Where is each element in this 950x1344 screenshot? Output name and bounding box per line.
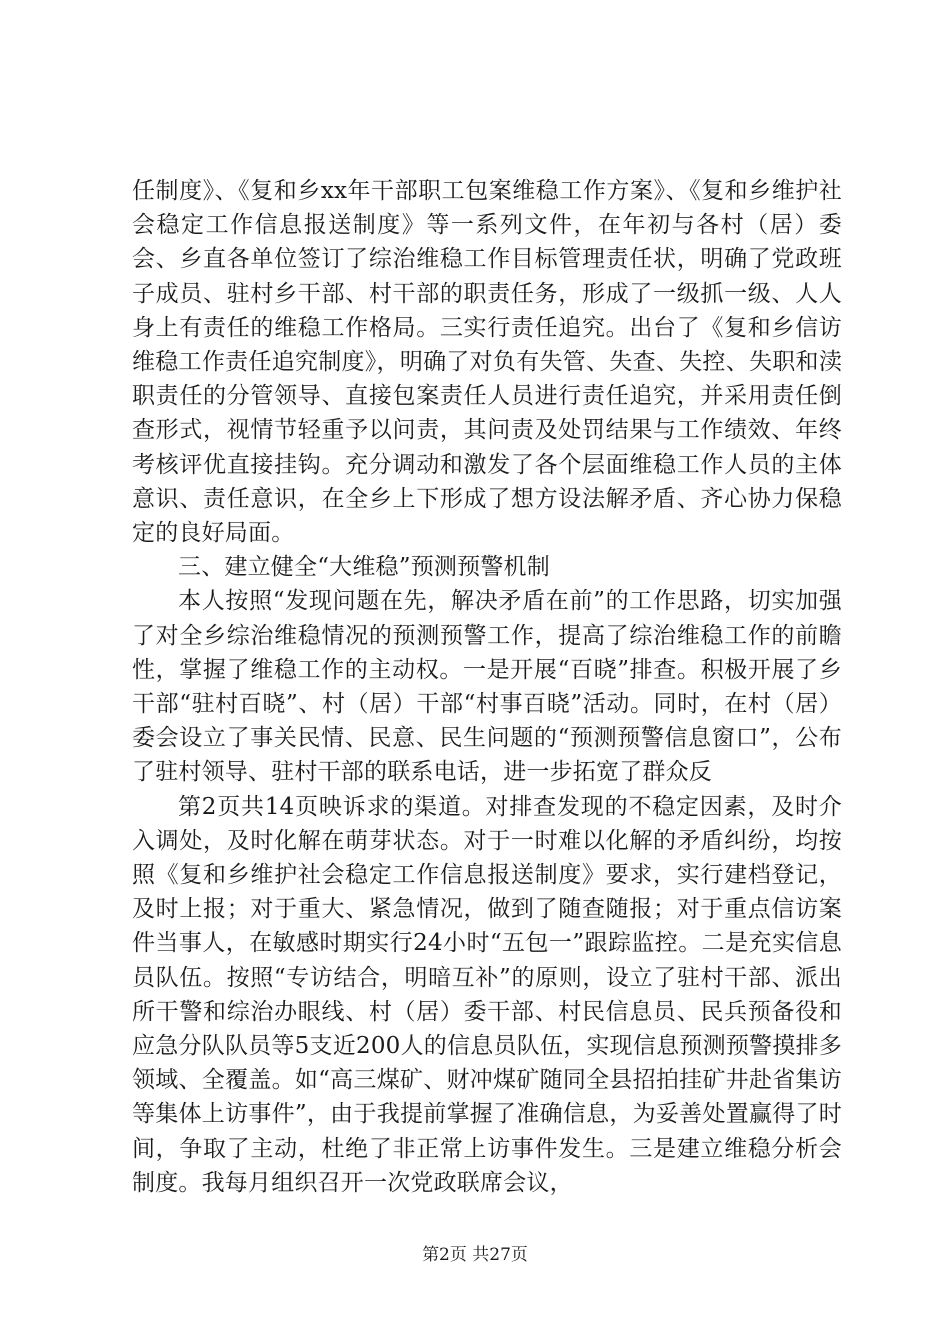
page-footer: 第2页 共27页 bbox=[422, 1245, 528, 1265]
paragraph-continued: 任制度》、《复和乡xx年干部职工包案维稳工作方案》、《复和乡维护社会稳定工作信息报送制度》等一系列文件，在年初与各村（居）委会、乡直各单位签订了综治维稳工作目标管理责任状，明确了党政班子成员、驻村乡干部、村干部的职责任务，形成了一级抓一级、人人身上有责任的维稳工作格局。三实行责任追究。出台了《复和乡信访维稳工作责任追究制度》，明确了对负有失管、失查、失控、失职和渎职责任的分管领导、直接包案责任人员进行责任追究，并采用责任倒查形式，视情节轻重予以问责，其问责及处罚结果与工作绩效、年终考核评优直接挂钩。充分调动和激发了各个层面维稳工作人员的主体意识、责任意识，在全乡上下形成了想方设法解矛盾、齐心协力保稳定的良好局面。 bbox=[132, 178, 842, 547]
section-heading: 三、建立健全“大维稳”预测预警机制 bbox=[178, 554, 550, 581]
paragraph: 本人按照“发现问题在先，解决矛盾在前”的工作思路，切实加强了对全乡综治维稳情况的预测预警工作，提高了综治维稳工作的前瞻性，掌握了维稳工作的主动权。一是开展“百晓”排查。积极开展了乡干部“驻村百晓”、村（居）干部“村事百晓”活动。同时，在村（居）委会设立了事关民情、民意、民生问题的“预测预警信息窗口”，公布了驻村领导、驻村干部的联系电话，进一步拓宽了群众反 bbox=[132, 588, 842, 786]
paragraph: 第2页共14页映诉求的渠道。对排查发现的不稳定因素，及时介入调处，及时化解在萌芽状态。对于一时难以化解的矛盾纠纷，均按照《复和乡维护社会稳定工作信息报送制度》要求，实行建档登记，及时上报；对于重大、紧急情况，做到了随查随报；对于重点信访案件当事人，在敏感时期实行24小时“五包一”跟踪监控。二是充实信息员队伍。按照“专访结合，明暗互补”的原则，设立了驻村干部、派出所干警和综治办眼线、村（居）委干部、村民信息员、民兵预备役和应急分队队员等5支近200人的信息员队伍，实现信息预测预警摸排多领域、全覆盖。如“高三煤矿、财冲煤矿随同全县招拍挂矿井赴省集访等集体上访事件”，由于我提前掌握了准确信息，为妥善处置赢得了时间，争取了主动，杜绝了非正常上访事件发生。三是建立维稳分析会制度。我每月组织召开一次党政联席会议， bbox=[132, 793, 842, 1196]
document-body bbox=[132, 174, 842, 1200]
